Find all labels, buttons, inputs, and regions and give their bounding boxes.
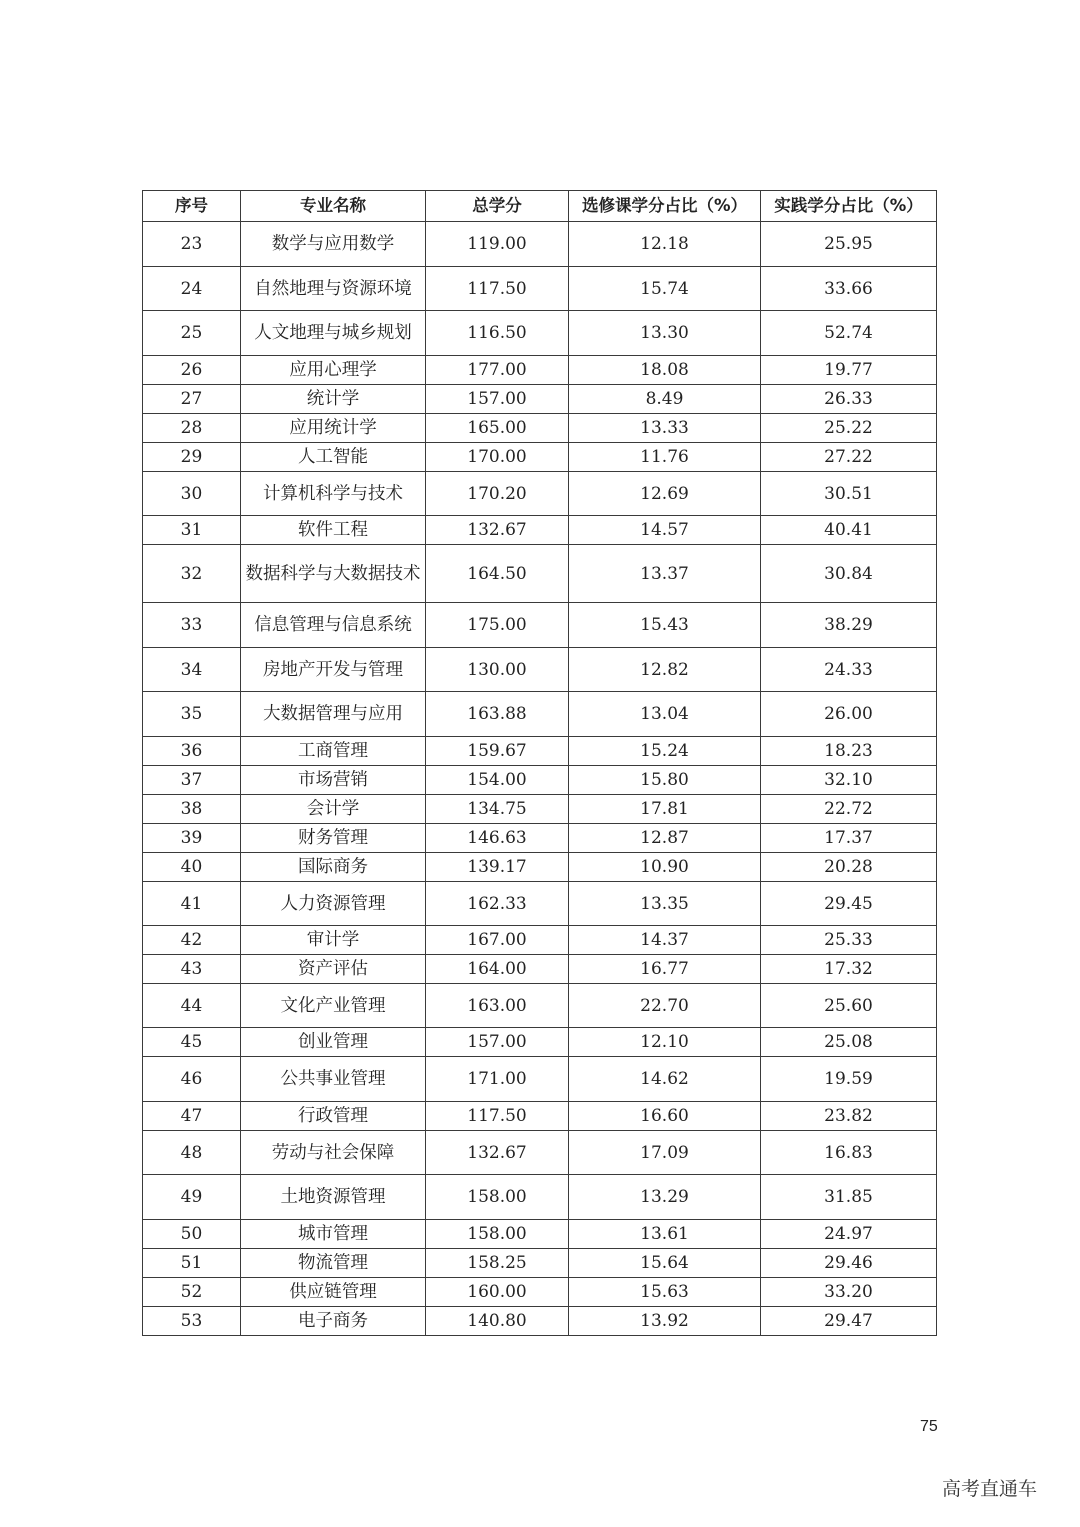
cell-serial: 33	[143, 603, 241, 648]
cell-major-name: 土地资源管理	[241, 1175, 426, 1220]
cell-serial: 31	[143, 516, 241, 545]
cell-major-name: 创业管理	[241, 1028, 426, 1057]
cell-practice-ratio: 25.22	[761, 414, 937, 443]
cell-elective-ratio: 22.70	[569, 984, 761, 1028]
cell-serial: 27	[143, 385, 241, 414]
cell-serial: 43	[143, 955, 241, 984]
cell-serial: 29	[143, 443, 241, 472]
cell-serial: 23	[143, 222, 241, 267]
table-row	[143, 222, 937, 267]
cell-serial: 25	[143, 311, 241, 356]
cell-elective-ratio: 14.62	[569, 1057, 761, 1102]
cell-elective-ratio: 13.04	[569, 692, 761, 737]
cell-elective-ratio: 12.87	[569, 824, 761, 853]
cell-total-credits: 157.00	[426, 1028, 569, 1057]
cell-serial: 26	[143, 356, 241, 385]
cell-elective-ratio: 8.49	[569, 385, 761, 414]
table-row	[143, 385, 937, 414]
cell-major-name: 行政管理	[241, 1102, 426, 1131]
cell-elective-ratio: 12.69	[569, 472, 761, 516]
cell-total-credits: 158.25	[426, 1249, 569, 1278]
table-row	[143, 414, 937, 443]
cell-serial: 49	[143, 1175, 241, 1220]
cell-practice-ratio: 38.29	[761, 603, 937, 648]
table-row	[143, 356, 937, 385]
cell-total-credits: 167.00	[426, 926, 569, 955]
table-row	[143, 516, 937, 545]
cell-practice-ratio: 25.08	[761, 1028, 937, 1057]
cell-total-credits: 132.67	[426, 1131, 569, 1175]
cell-practice-ratio: 29.45	[761, 882, 937, 926]
table-row	[143, 1131, 937, 1175]
cell-elective-ratio: 15.80	[569, 766, 761, 795]
cell-total-credits: 170.20	[426, 472, 569, 516]
cell-total-credits: 163.00	[426, 984, 569, 1028]
cell-serial: 28	[143, 414, 241, 443]
cell-serial: 45	[143, 1028, 241, 1057]
cell-major-name: 财务管理	[241, 824, 426, 853]
cell-practice-ratio: 25.60	[761, 984, 937, 1028]
cell-elective-ratio: 13.29	[569, 1175, 761, 1220]
cell-practice-ratio: 25.95	[761, 222, 937, 267]
cell-total-credits: 165.00	[426, 414, 569, 443]
cell-practice-ratio: 19.59	[761, 1057, 937, 1102]
cell-major-name: 劳动与社会保障	[241, 1131, 426, 1175]
cell-elective-ratio: 15.64	[569, 1249, 761, 1278]
cell-practice-ratio: 17.32	[761, 955, 937, 984]
cell-elective-ratio: 16.77	[569, 955, 761, 984]
cell-total-credits: 158.00	[426, 1175, 569, 1220]
cell-serial: 46	[143, 1057, 241, 1102]
cell-total-credits: 154.00	[426, 766, 569, 795]
cell-major-name: 公共事业管理	[241, 1057, 426, 1102]
cell-total-credits: 119.00	[426, 222, 569, 267]
cell-total-credits: 132.67	[426, 516, 569, 545]
table-row	[143, 955, 937, 984]
cell-major-name: 电子商务	[241, 1307, 426, 1336]
cell-practice-ratio: 22.72	[761, 795, 937, 824]
cell-total-credits: 140.80	[426, 1307, 569, 1336]
table-header-row	[143, 191, 937, 222]
table-row	[143, 692, 937, 737]
cell-practice-ratio: 17.37	[761, 824, 937, 853]
cell-elective-ratio: 11.76	[569, 443, 761, 472]
cell-practice-ratio: 31.85	[761, 1175, 937, 1220]
table-row	[143, 1307, 937, 1336]
cell-total-credits: 130.00	[426, 648, 569, 692]
cell-elective-ratio: 13.35	[569, 882, 761, 926]
cell-total-credits: 146.63	[426, 824, 569, 853]
cell-serial: 32	[143, 545, 241, 603]
table-row	[143, 1057, 937, 1102]
cell-total-credits: 163.88	[426, 692, 569, 737]
cell-major-name: 房地产开发与管理	[241, 648, 426, 692]
cell-major-name: 城市管理	[241, 1220, 426, 1249]
cell-total-credits: 134.75	[426, 795, 569, 824]
cell-serial: 35	[143, 692, 241, 737]
table-row	[143, 795, 937, 824]
table-row	[143, 737, 937, 766]
cell-serial: 48	[143, 1131, 241, 1175]
cell-serial: 40	[143, 853, 241, 882]
table-row	[143, 824, 937, 853]
cell-elective-ratio: 15.43	[569, 603, 761, 648]
cell-major-name: 统计学	[241, 385, 426, 414]
table-row	[143, 984, 937, 1028]
header-major-name: 专业名称	[241, 191, 426, 222]
cell-major-name: 软件工程	[241, 516, 426, 545]
cell-elective-ratio: 12.82	[569, 648, 761, 692]
cell-elective-ratio: 14.57	[569, 516, 761, 545]
cell-total-credits: 177.00	[426, 356, 569, 385]
table-row	[143, 1278, 937, 1307]
table-row	[143, 853, 937, 882]
cell-major-name: 人文地理与城乡规划	[241, 311, 426, 356]
table-row	[143, 1102, 937, 1131]
cell-elective-ratio: 15.24	[569, 737, 761, 766]
cell-total-credits: 116.50	[426, 311, 569, 356]
cell-practice-ratio: 29.47	[761, 1307, 937, 1336]
table-body	[143, 222, 937, 1336]
cell-serial: 41	[143, 882, 241, 926]
cell-total-credits: 117.50	[426, 267, 569, 311]
cell-total-credits: 175.00	[426, 603, 569, 648]
cell-serial: 39	[143, 824, 241, 853]
cell-elective-ratio: 13.30	[569, 311, 761, 356]
cell-practice-ratio: 18.23	[761, 737, 937, 766]
cell-serial: 53	[143, 1307, 241, 1336]
table-row	[143, 443, 937, 472]
cell-elective-ratio: 13.61	[569, 1220, 761, 1249]
table-row	[143, 648, 937, 692]
cell-practice-ratio: 26.33	[761, 385, 937, 414]
cell-major-name: 信息管理与信息系统	[241, 603, 426, 648]
cell-total-credits: 171.00	[426, 1057, 569, 1102]
table-row	[143, 1028, 937, 1057]
cell-elective-ratio: 12.10	[569, 1028, 761, 1057]
cell-serial: 52	[143, 1278, 241, 1307]
cell-major-name: 审计学	[241, 926, 426, 955]
cell-elective-ratio: 10.90	[569, 853, 761, 882]
cell-total-credits: 157.00	[426, 385, 569, 414]
cell-total-credits: 164.50	[426, 545, 569, 603]
cell-major-name: 会计学	[241, 795, 426, 824]
table-row	[143, 882, 937, 926]
cell-total-credits: 139.17	[426, 853, 569, 882]
cell-practice-ratio: 24.97	[761, 1220, 937, 1249]
cell-elective-ratio: 13.92	[569, 1307, 761, 1336]
cell-major-name: 自然地理与资源环境	[241, 267, 426, 311]
cell-major-name: 数据科学与大数据技术	[241, 545, 426, 603]
cell-major-name: 人工智能	[241, 443, 426, 472]
cell-elective-ratio: 13.33	[569, 414, 761, 443]
cell-major-name: 工商管理	[241, 737, 426, 766]
cell-major-name: 文化产业管理	[241, 984, 426, 1028]
cell-practice-ratio: 19.77	[761, 356, 937, 385]
cell-total-credits: 117.50	[426, 1102, 569, 1131]
table-row	[143, 1249, 937, 1278]
cell-total-credits: 170.00	[426, 443, 569, 472]
cell-serial: 34	[143, 648, 241, 692]
table-row	[143, 926, 937, 955]
cell-major-name: 国际商务	[241, 853, 426, 882]
table-row	[143, 603, 937, 648]
cell-elective-ratio: 15.63	[569, 1278, 761, 1307]
cell-practice-ratio: 24.33	[761, 648, 937, 692]
cell-practice-ratio: 16.83	[761, 1131, 937, 1175]
cell-major-name: 应用心理学	[241, 356, 426, 385]
cell-serial: 51	[143, 1249, 241, 1278]
cell-practice-ratio: 23.82	[761, 1102, 937, 1131]
table-row	[143, 267, 937, 311]
header-serial: 序号	[143, 191, 241, 222]
table-row	[143, 1175, 937, 1220]
credits-table	[142, 190, 937, 1336]
cell-serial: 36	[143, 737, 241, 766]
header-elective-ratio: 选修课学分占比（%）	[569, 191, 761, 222]
page-number: 75	[920, 1418, 938, 1435]
cell-elective-ratio: 16.60	[569, 1102, 761, 1131]
cell-elective-ratio: 13.37	[569, 545, 761, 603]
cell-total-credits: 164.00	[426, 955, 569, 984]
table-row	[143, 766, 937, 795]
cell-practice-ratio: 32.10	[761, 766, 937, 795]
cell-major-name: 计算机科学与技术	[241, 472, 426, 516]
header-total-credits: 总学分	[426, 191, 569, 222]
cell-total-credits: 158.00	[426, 1220, 569, 1249]
cell-practice-ratio: 30.84	[761, 545, 937, 603]
cell-major-name: 物流管理	[241, 1249, 426, 1278]
cell-serial: 44	[143, 984, 241, 1028]
cell-major-name: 市场营销	[241, 766, 426, 795]
cell-major-name: 大数据管理与应用	[241, 692, 426, 737]
cell-serial: 50	[143, 1220, 241, 1249]
table-row	[143, 472, 937, 516]
cell-total-credits: 159.67	[426, 737, 569, 766]
cell-elective-ratio: 12.18	[569, 222, 761, 267]
cell-total-credits: 160.00	[426, 1278, 569, 1307]
cell-serial: 42	[143, 926, 241, 955]
cell-elective-ratio: 14.37	[569, 926, 761, 955]
cell-elective-ratio: 17.09	[569, 1131, 761, 1175]
cell-serial: 24	[143, 267, 241, 311]
cell-practice-ratio: 26.00	[761, 692, 937, 737]
cell-serial: 37	[143, 766, 241, 795]
watermark-text: 高考直通车	[942, 1478, 1038, 1500]
cell-practice-ratio: 30.51	[761, 472, 937, 516]
cell-elective-ratio: 17.81	[569, 795, 761, 824]
cell-practice-ratio: 27.22	[761, 443, 937, 472]
cell-practice-ratio: 40.41	[761, 516, 937, 545]
cell-elective-ratio: 18.08	[569, 356, 761, 385]
cell-serial: 30	[143, 472, 241, 516]
cell-serial: 47	[143, 1102, 241, 1131]
cell-elective-ratio: 15.74	[569, 267, 761, 311]
cell-major-name: 资产评估	[241, 955, 426, 984]
cell-practice-ratio: 20.28	[761, 853, 937, 882]
cell-practice-ratio: 25.33	[761, 926, 937, 955]
table-row	[143, 1220, 937, 1249]
cell-serial: 38	[143, 795, 241, 824]
cell-major-name: 应用统计学	[241, 414, 426, 443]
cell-total-credits: 162.33	[426, 882, 569, 926]
cell-practice-ratio: 29.46	[761, 1249, 937, 1278]
cell-major-name: 供应链管理	[241, 1278, 426, 1307]
table-row	[143, 311, 937, 356]
cell-practice-ratio: 33.66	[761, 267, 937, 311]
table-row	[143, 545, 937, 603]
cell-practice-ratio: 52.74	[761, 311, 937, 356]
cell-major-name: 数学与应用数学	[241, 222, 426, 267]
cell-major-name: 人力资源管理	[241, 882, 426, 926]
cell-practice-ratio: 33.20	[761, 1278, 937, 1307]
header-practice-ratio: 实践学分占比（%）	[761, 191, 937, 222]
